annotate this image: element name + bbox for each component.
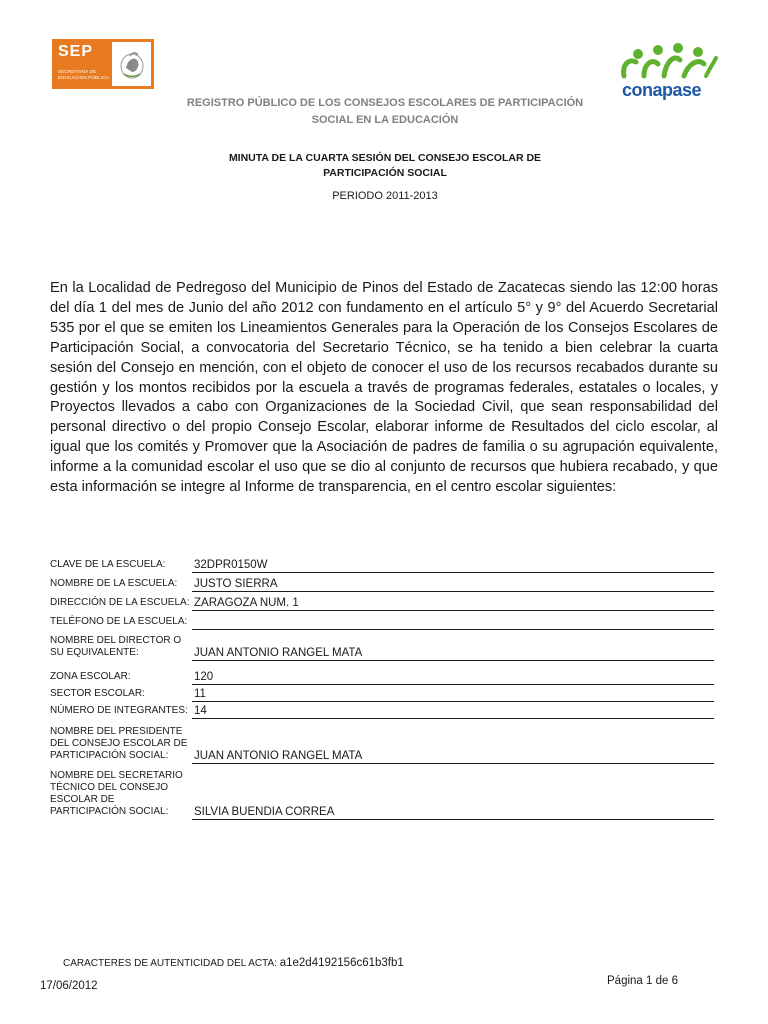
minuta-title-line2: PARTICIPACIÓN SOCIAL [323,167,447,179]
minuta-title [150,151,620,181]
sep-logo-subtitle [58,69,112,81]
page-number: Página 1 de 6 [607,975,678,987]
conapase-logo-word: conapase [622,80,702,100]
form-value-zona: 120 [192,670,714,685]
form-row-direccion [50,592,720,611]
form-row-secretario [50,764,720,820]
form-label-clave: CLAVE DE LA ESCUELA: [50,559,166,570]
form-value-integrantes: 14 [192,704,714,719]
mexico-coat-of-arms-icon [112,42,151,86]
form-value-secretario: SILVIA BUENDIA CORREA [192,805,714,820]
form-label-telefono: TELÉFONO DE LA ESCUELA: [50,616,188,627]
sep-logo-text-block [52,39,112,89]
authenticity-label: CARACTERES DE AUTENTICIDAD DEL ACTA: [63,958,277,969]
sep-logo-word: SEP [58,43,94,60]
registry-title-line2: SOCIAL EN LA EDUCACIÓN [311,114,459,126]
form-value-director: JUAN ANTONIO RANGEL MATA [192,646,714,661]
form-label-nombre-escuela: NOMBRE DE LA ESCUELA: [50,578,178,589]
form-value-clave: 32DPR0150W [192,558,714,573]
form-label-integrantes: NÚMERO DE INTEGRANTES: [50,705,188,716]
sep-logo-subtitle-line2: EDUCACIÓN PÚBLICA [58,75,109,80]
minuta-title-line1: MINUTA DE LA CUARTA SESIÓN DEL CONSEJO ESCOLAR DE [228,152,542,164]
form-row-telefono [50,611,720,630]
form-label-sector: SECTOR ESCOLAR: [50,688,145,699]
form-row-zona [50,661,720,685]
school-info-form [50,555,720,820]
form-row-director [50,630,720,661]
periodo-label: PERIODO 2011-2013 [332,190,438,202]
form-label-direccion: DIRECCIÓN DE LA ESCUELA: [50,597,190,608]
form-label-zona: ZONA ESCOLAR: [50,671,131,682]
footer-date: 17/06/2012 [40,980,98,992]
authenticity-code: a1e2d4192156c61b3fb1 [279,957,404,969]
form-row-presidente [50,719,720,764]
intro-paragraph: En la Localidad de Pedregoso del Municipio de Pinos del Estado de Zacatecas siendo las 12:00 horas del día 1 del mes de Junio del año 2012 con fundamento en el artículo 5° y 9° del Acuerdo Secretarial 535 por el que se emiten los Lineamientos Generales para la Operación de los Consejos Escolares de Participación Social, a convocatoria del Secretario Técnico, se ha tenido a bien celebrar la cuarta sesión del Consejo en mención, con el objeto de conocer el uso de los recursos recabados durante su gestión y los montos recibidos por la escuela a través de programas federales, estatales o locales, y Proyectos llevados a cabo con Organizaciones de la Sociedad Civil, que sean responsabilidad del personal directivo o del propio Consejo Escolar, elaborar informe de Resultados del ciclo escolar, al igual que los comités y Promover que la Asociación de padres de familia o su agrupación equivalente, informe a la comunidad escolar el uso que se dio al conjunto de recursos que hubiera recabado, y que esta información se integre al Informe de transparencia, en el centro escolar siguientes: [50,280,718,496]
form-row-nombre-escuela [50,573,720,592]
form-value-presidente: JUAN ANTONIO RANGEL MATA [192,749,714,764]
form-value-direccion: ZARAGOZA NUM. 1 [192,596,714,611]
conapase-figures-icon [618,40,718,84]
registry-title [150,95,620,129]
form-value-telefono [192,615,714,630]
form-row-clave [50,555,720,573]
form-label-secretario: NOMBRE DEL SECRETARIO TÉCNICO DEL CONSEJO ESCOLAR DE PARTICIPACIÓN SOCIAL: [50,770,183,817]
sep-logo-subtitle-line1: SECRETARÍA DE [58,69,97,74]
form-row-integrantes [50,702,720,719]
conapase-logo [618,40,718,102]
form-label-presidente: NOMBRE DEL PRESIDENTE DEL CONSEJO ESCOLAR DE PARTICIPACIÓN SOCIAL: [50,726,188,761]
form-value-nombre-escuela: JUSTO SIERRA [192,577,714,592]
authenticity-line [63,957,404,969]
sep-logo [52,39,154,89]
form-row-sector [50,685,720,702]
form-value-sector: 11 [192,687,714,702]
registry-title-line1: REGISTRO PÚBLICO DE LOS CONSEJOS ESCOLARES DE PARTICIPACIÓN [186,97,584,109]
form-label-director: NOMBRE DEL DIRECTOR O SU EQUIVALENTE: [50,635,182,658]
